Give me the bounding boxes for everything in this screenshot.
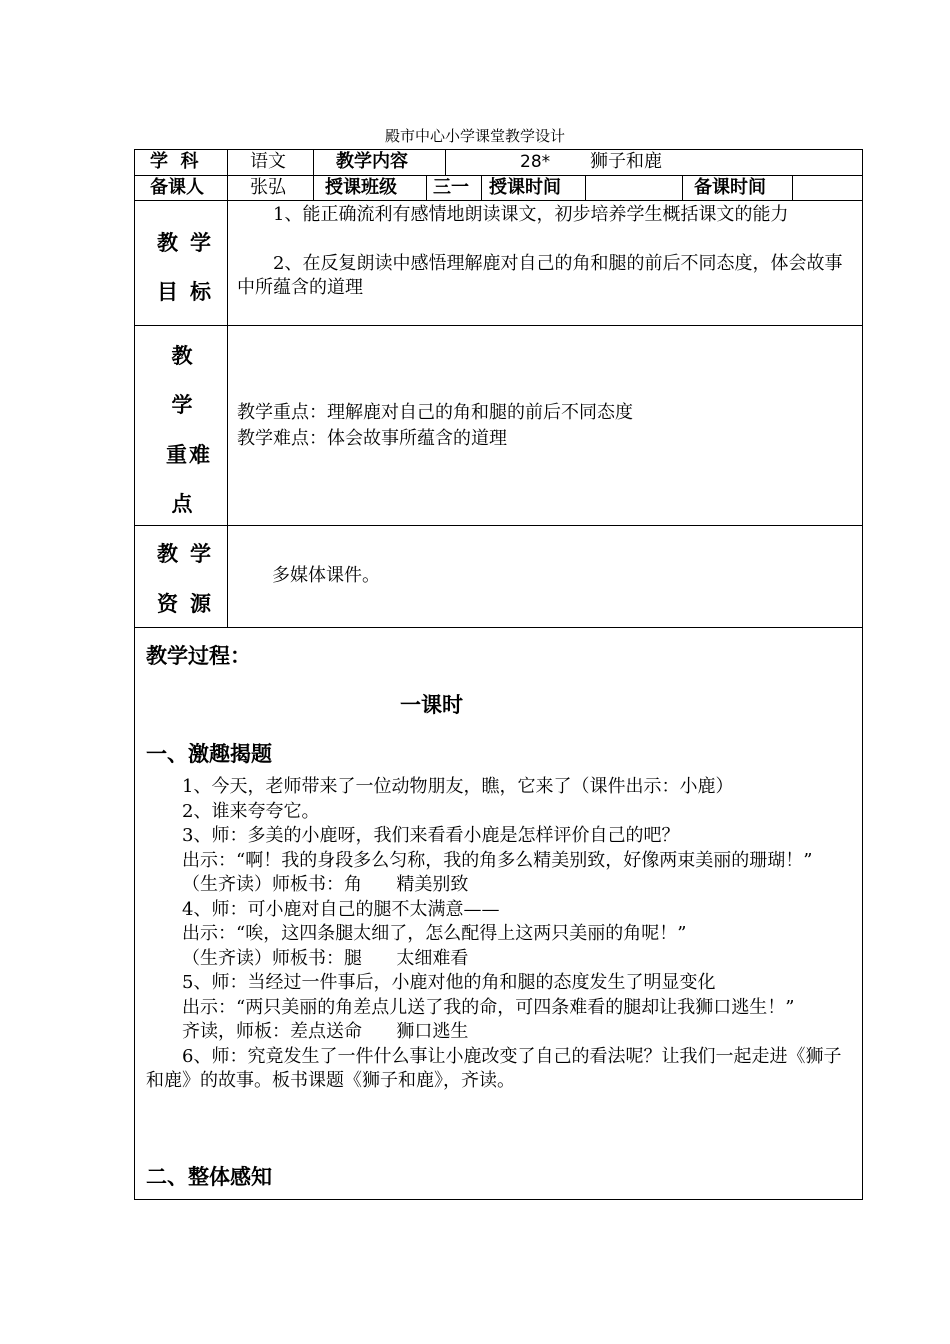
preparer-label: 备课人 — [150, 177, 204, 198]
keypoints-label-3: 重难 — [166, 442, 212, 467]
lesson-number: 28* — [520, 152, 551, 172]
lesson-title: 狮子和鹿 — [590, 151, 662, 172]
section-2-title: 二、整体感知 — [146, 1164, 272, 1189]
col-divider — [585, 175, 586, 200]
teach-time-label: 授课时间 — [489, 177, 561, 198]
process-line: 6、师：究竟发生了一件什么事让小鹿改变了自己的看法呢？让我们一起走进《狮子和鹿》的故事。板书课题《狮子和鹿》，齐读。 — [146, 1045, 842, 1091]
process-line: 2、谁来夸夸它。 — [182, 800, 320, 822]
section-1-title: 一、激趣揭题 — [146, 741, 272, 766]
col-divider — [313, 175, 314, 200]
col-divider — [313, 149, 314, 175]
teaching-difficulty: 教学难点：体会故事所蕴含的道理 — [237, 428, 507, 449]
process-line: 齐读，师板：差点送命 狮口逃生 — [182, 1021, 469, 1042]
goals-label-line1: 教学 — [157, 230, 223, 255]
goal-item-2: 2、在反复朗读中感悟理解鹿对自己的角和腿的前后不同态度，体会故事中所蕴含的道理 — [237, 253, 843, 298]
col-divider — [682, 175, 683, 200]
process-line: 出示：“啊！我的身段多么匀称，我的角多么精美别致，好像两束美丽的珊瑚！” — [182, 849, 813, 871]
resources-label-line1: 教学 — [157, 541, 223, 566]
keypoints-label-2: 学 — [171, 392, 205, 417]
subject-label: 学 科 — [150, 151, 199, 172]
process-line: 1、今天，老师带来了一位动物朋友，瞧，它来了（课件出示：小鹿） — [182, 776, 734, 797]
col-divider — [792, 175, 793, 200]
process-heading: 教学过程： — [146, 643, 251, 668]
goal-item-1: 1、能正确流利有感情地朗读课文，初步培养学生概括课文的能力 — [273, 204, 789, 225]
resources-label-line2: 资源 — [157, 591, 223, 616]
keypoints-label-4: 点 — [171, 491, 205, 516]
col-divider — [481, 175, 482, 200]
row-divider — [134, 627, 863, 628]
process-line: 5、师：当经过一件事后，小鹿对他的角和腿的态度发生了明显变化 — [182, 972, 716, 993]
col-divider — [445, 149, 446, 175]
class-label: 授课班级 — [325, 177, 397, 198]
process-body — [146, 775, 851, 1094]
process-line: （生齐读）师板书：角 精美别致 — [182, 874, 469, 895]
resources-value: 多媒体课件。 — [272, 565, 380, 586]
process-line: 3、师：多美的小鹿呀，我们来看看小鹿是怎样评价自己的吧？ — [182, 825, 680, 846]
process-line: 4、师：可小鹿对自己的腿不太满意—— — [182, 898, 500, 920]
teaching-focus: 教学重点：理解鹿对自己的角和腿的前后不同态度 — [237, 402, 633, 423]
subject-value: 语文 — [250, 151, 286, 172]
col-divider — [426, 175, 427, 200]
row-divider — [134, 525, 863, 526]
preparer-value: 张弘 — [250, 177, 286, 198]
keypoints-label-1: 教 — [171, 343, 205, 368]
row-divider — [134, 200, 863, 201]
document-title: 殿市中心小学课堂教学设计 — [384, 127, 565, 145]
class-value: 三一 — [433, 177, 469, 198]
content-label: 教学内容 — [336, 151, 408, 172]
row-divider — [134, 325, 863, 326]
process-line: 出示：“唉，这四条腿太细了，怎么配得上这两只美丽的角呢！” — [182, 923, 687, 944]
process-line: 出示：“两只美丽的角差点儿送了我的命，可四条难看的腿却让我狮口逃生！” — [182, 996, 795, 1018]
goals-label-line2: 目标 — [157, 279, 223, 304]
prep-time-label: 备课时间 — [694, 177, 766, 198]
process-line: （生齐读）师板书：腿 太细难看 — [182, 947, 469, 969]
period-title: 一课时 — [400, 692, 463, 717]
